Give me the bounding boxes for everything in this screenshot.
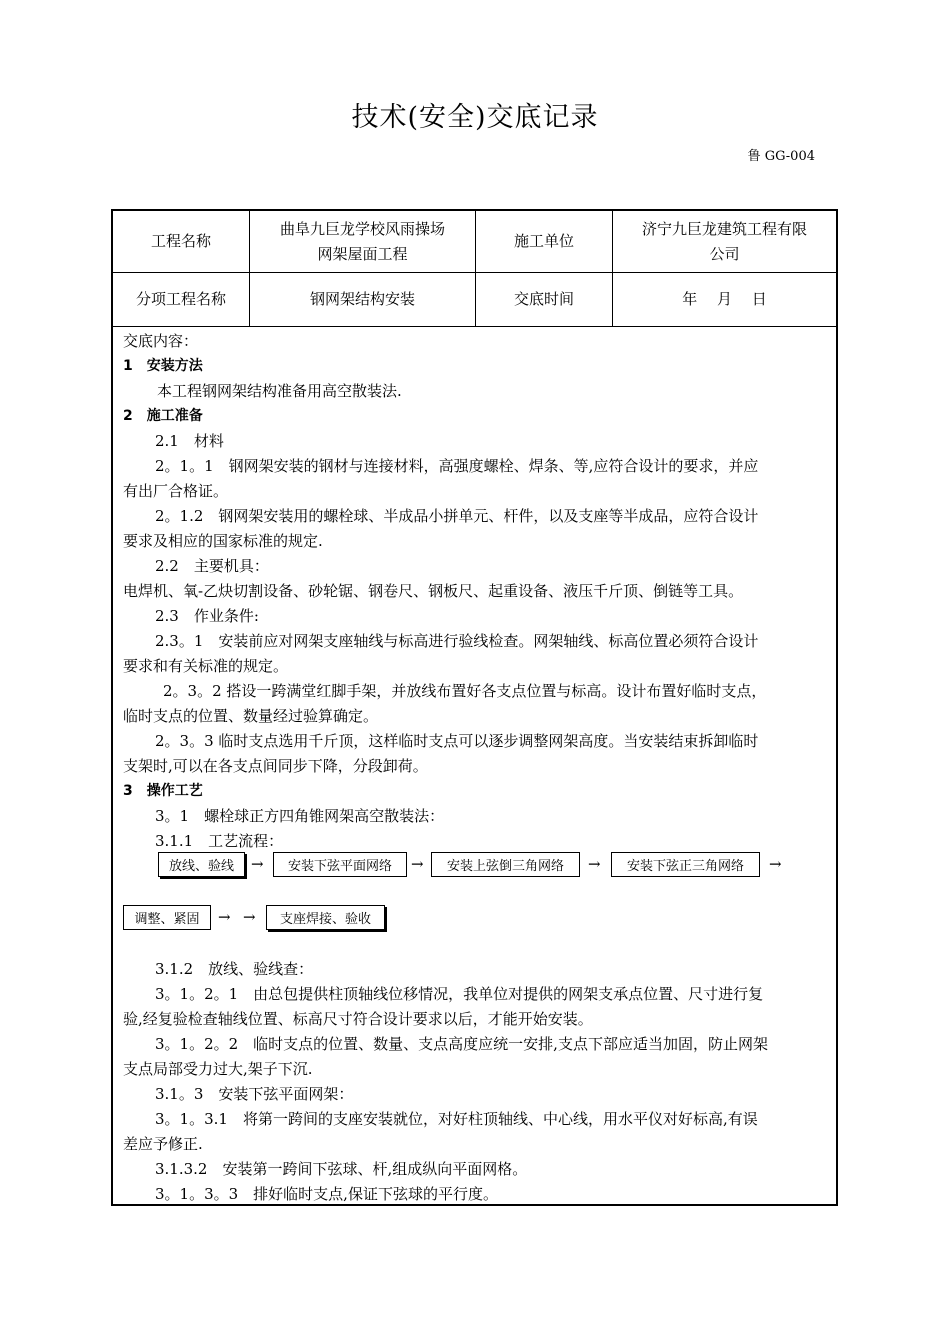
paragraph-line: 2。3。3 临时支点选用千斤顶，这样临时支点可以逐步调整网架高度。当安装结束拆卸临时 [155, 732, 759, 750]
paragraph-line: 有出厂合格证。 [123, 482, 229, 500]
subsection-heading: 2.2 主要机具： [155, 557, 269, 575]
project-name-line2: 网架屋面工程 [317, 244, 408, 263]
paragraph-line: 2。1。1 钢网架安装的钢材与连接材料，高强度螺栓、焊条、等,应符合设计的要求，并应 [155, 457, 759, 475]
paragraph-line: 验,经复验检查轴线位置、标高尺寸符合设计要求以后，才能开始安装。 [123, 1010, 593, 1028]
content-heading: 交底内容： [123, 332, 199, 350]
paragraph-line: 本工程钢网架结构准备用高空散装法. [157, 382, 402, 400]
sub-project-value: 钢网架结构安装 [309, 290, 415, 308]
paragraph-line: 要求和有关标准的规定。 [123, 657, 289, 675]
flow-step-layout-check: 放线、验线 [158, 852, 245, 877]
section-heading: 1 安装方法 [123, 358, 203, 374]
paragraph-line: 3。1。2。2 临时支点的位置、数量、支点高度应统一安排,支点下部应适当加固，防止网架 [155, 1035, 768, 1053]
paragraph-line: 3。1。3。3 排好临时支点,保证下弦球的平行度。 [155, 1185, 498, 1203]
paragraph-line: 要求及相应的国家标准的规定. [123, 532, 323, 550]
paragraph-line: 差应予修正. [123, 1135, 203, 1153]
construction-unit-line1: 济宁九巨龙建筑工程有限 [641, 219, 807, 238]
flow-step-lower-triangle: 安装下弦正三角网络 [611, 852, 760, 877]
paragraph-line: 3。1。2。1 由总包提供柱顶轴线位移情况，我单位对提供的网架支承点位置、尺寸进行复 [155, 985, 764, 1003]
form-code: 鲁 GG-004 [747, 149, 815, 164]
flow-step-weld-accept: 支座焊接、验收 [266, 905, 385, 930]
paragraph-line: 支架时,可以在各支点间同步下降，分段卸荷。 [123, 757, 428, 775]
subsection-heading: 3.1。3 安装下弦平面网架： [155, 1085, 354, 1103]
paragraph-line: 3。1。3.1 将第一跨间的支座安装就位，对好柱顶轴线、中心线，用水平仪对好标高,有误 [155, 1110, 758, 1128]
sub-project-label: 分项工程名称 [135, 290, 226, 308]
paragraph-line: 2.3。1 安装前应对网架支座轴线与标高进行验线检查。网架轴线、标高位置必须符合设计 [155, 632, 759, 650]
subsection-heading: 2.3 作业条件: [155, 607, 259, 625]
flow-step-adjust-fasten: 调整、紧固 [123, 905, 211, 930]
project-name-label: 工程名称 [150, 232, 211, 250]
flow-arrow-icon: → [769, 855, 782, 873]
flow-arrow-icon: → [251, 855, 264, 873]
section-heading: 2 施工准备 [123, 408, 203, 424]
flow-step-lower-chord: 安装下弦平面网络 [273, 852, 407, 877]
paragraph-line: 电焊机、氧-乙炔切割设备、砂轮锯、钢卷尺、钢板尺、起重设备、液压千斤顶、倒链等工具。 [123, 582, 744, 600]
construction-unit-value [613, 211, 836, 272]
flow-step-upper-chord: 安装上弦倒三角网络 [431, 852, 580, 877]
subsection-heading: 3.1.1 工艺流程： [155, 832, 284, 850]
subsection-heading: 2.1 材料 [155, 432, 224, 450]
briefing-date-value: 年 月 日 [682, 290, 767, 308]
flow-arrow-icon: → [588, 855, 601, 873]
construction-unit-line2: 公司 [709, 244, 740, 263]
briefing-date-label: 交底时间 [513, 290, 574, 308]
section-heading: 3 操作工艺 [123, 783, 203, 799]
paragraph-line: 2。1.2 钢网架安装用的螺栓球、半成品小拼单元、杆件，以及支座等半成品，应符合设计 [155, 507, 759, 525]
paragraph-line: 3.1.3.2 安装第一跨间下弦球、杆,组成纵向平面网格。 [155, 1160, 528, 1178]
paragraph-line: 临时支点的位置、数量经过验算确定。 [123, 707, 379, 725]
construction-unit-label: 施工单位 [513, 232, 574, 250]
subsection-heading: 3。1 螺栓球正方四角锥网架高空散装法： [155, 807, 445, 825]
flow-arrow-icon: → [411, 855, 424, 873]
flow-arrow-icon: → [243, 908, 256, 926]
project-name-value [250, 211, 475, 272]
paragraph-line: 2。3。2 搭设一跨满堂红脚手架，并放线布置好各支点位置与标高。设计布置好临时支点， [163, 682, 767, 700]
project-name-line1: 曲阜九巨龙学校风雨操场 [279, 219, 445, 238]
subsection-heading: 3.1.2 放线、验线查： [155, 960, 314, 978]
flow-arrow-icon: → [218, 908, 231, 926]
document-title: 技术(安全)交底记录 [351, 102, 599, 133]
paragraph-line: 支点局部受力过大,架子下沉. [123, 1060, 313, 1078]
